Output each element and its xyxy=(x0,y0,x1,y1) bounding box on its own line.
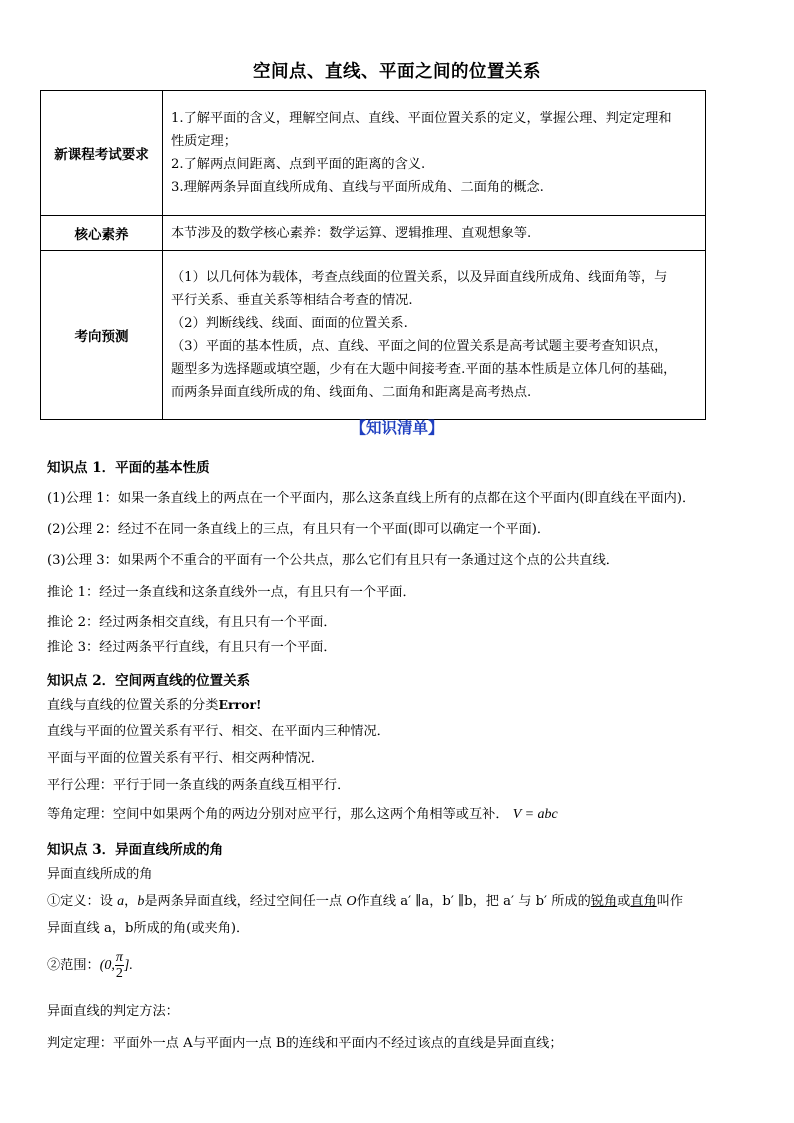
row-content xyxy=(163,251,706,420)
table-row xyxy=(41,91,706,216)
page-title: 空间点、直线、平面之间的位置关系 xyxy=(253,62,541,82)
definition-line-2: 异面直线 a，b所成的角(或夹角)． xyxy=(47,921,250,936)
table-row xyxy=(41,216,706,251)
content-line: 性质定理； xyxy=(171,134,237,149)
requirements-table xyxy=(40,90,706,420)
section-title: 【知识清单】 xyxy=(350,418,444,437)
content-line: 本节涉及的数学核心素养：数学运算、逻辑推理、直观想象等. xyxy=(171,225,532,241)
right-angle-term: 直角 xyxy=(630,894,657,909)
fraction-denominator: 2 xyxy=(115,966,123,981)
content-line: （1）以几何体为载体，考查点线面的位置关系，以及异面直线所成角、线面角等，与 xyxy=(171,270,668,285)
content-line: 题型多为选择题或填空题，少有在大题中间接考查.平面的基本性质是立体几何的基础， xyxy=(171,362,677,377)
kp3-heading: 知识点 3．异面直线所成的角 xyxy=(47,842,224,858)
line-plane-relation: 直线与平面的位置关系有平行、相交、在平面内三种情况． xyxy=(47,724,390,739)
parallel-axiom: 平行公理：平行于同一条直线的两条直线互相平行． xyxy=(47,778,351,793)
plane-plane-relation: 平面与平面的位置关系有平行、相交两种情况． xyxy=(47,751,324,766)
judge-title: 异面直线的判定方法： xyxy=(47,1004,179,1019)
content-line: 平行关系、垂直关系等相结合考查的情况. xyxy=(171,293,413,308)
corollary-1: 推论 1：经过一条直线和这条直线外一点，有且只有一个平面． xyxy=(47,585,416,600)
content-line: 1.了解平面的含义，理解空间点、直线、平面位置关系的定义，掌握公理、判定定理和 xyxy=(171,111,672,126)
content-line: 3.理解两条异面直线所成角、直线与平面所成角、二面角的概念. xyxy=(171,180,544,195)
corollary-3: 推论 3：经过两条平行直线，有且只有一个平面． xyxy=(47,640,337,655)
range-label: ②范围： xyxy=(47,958,100,973)
fraction-numerator: π xyxy=(115,950,123,965)
row-label: 考向预测 xyxy=(41,251,163,420)
def-text: 或 xyxy=(617,894,631,909)
range-close: ]. xyxy=(123,958,133,973)
kp1-heading: 知识点 1．平面的基本性质 xyxy=(47,460,210,476)
content-line: （2）判断线线、线面、面面的位置关系. xyxy=(171,316,408,331)
definition-line-1 xyxy=(47,890,683,910)
kp3-sub: 异面直线所成的角 xyxy=(47,867,153,882)
var-b: b xyxy=(137,894,145,909)
axiom-1: (1)公理 1：如果一条直线上的两点在一个平面内，那么这条直线上所有的点都在这个平面内(即直线在平面内)． xyxy=(47,491,696,506)
acute-angle-term: 锐角 xyxy=(590,894,618,909)
row-content xyxy=(163,216,706,251)
judge-theorem: 判定定理：平面外一点 A与平面内一点 B的连线和平面内不经过该点的直线是异面直线； xyxy=(47,1036,563,1051)
pi-over-2 xyxy=(115,950,124,981)
var-a: a xyxy=(117,894,125,909)
axiom-2: (2)公理 2：经过不在同一条直线上的三点，有且只有一个平面(即可以确定一个平面)． xyxy=(47,522,551,537)
row-content xyxy=(163,91,706,216)
row-label: 核心素养 xyxy=(41,216,163,251)
error-text: Error! xyxy=(218,697,262,712)
range-open: (0, xyxy=(99,958,115,973)
equal-angle-line xyxy=(47,803,558,823)
content-line: 而两条异面直线所成的角、线面角、二面角和距离是高考热点. xyxy=(171,385,532,400)
classify-line xyxy=(47,694,262,713)
classify-text: 直线与直线的位置关系的分类 xyxy=(47,698,219,713)
def-text: 叫作 xyxy=(656,894,684,909)
row-label: 新课程考试要求 xyxy=(41,91,163,216)
kp2-heading: 知识点 2．空间两直线的位置关系 xyxy=(47,673,251,689)
def-text: 作直线 a′ ∥a，b′ ∥b，把 a′ 与 b′ 所成的 xyxy=(356,894,591,909)
def-text: ， xyxy=(124,894,138,909)
def-text: ①定义：设 xyxy=(47,894,118,909)
formula: V = abc xyxy=(512,807,558,822)
axiom-3: (3)公理 3：如果两个不重合的平面有一个公共点，那么它们有且只有一条通过这个点的公共直线． xyxy=(47,553,619,568)
corollary-2: 推论 2：经过两条相交直线，有且只有一个平面． xyxy=(47,615,337,630)
equal-angle-text: 等角定理：空间中如果两个角的两边分别对应平行，那么这两个角相等或互补． xyxy=(47,807,509,822)
content-line: 2.了解两点间距离、点到平面的距离的含义. xyxy=(171,157,426,172)
content-line: （3）平面的基本性质，点、直线、平面之间的位置关系是高考试题主要考查知识点， xyxy=(171,339,668,354)
table-row xyxy=(41,251,706,420)
var-o: O xyxy=(346,894,357,909)
def-text: 是两条异面直线，经过空间任一点 xyxy=(144,894,347,909)
range-line xyxy=(47,950,133,981)
